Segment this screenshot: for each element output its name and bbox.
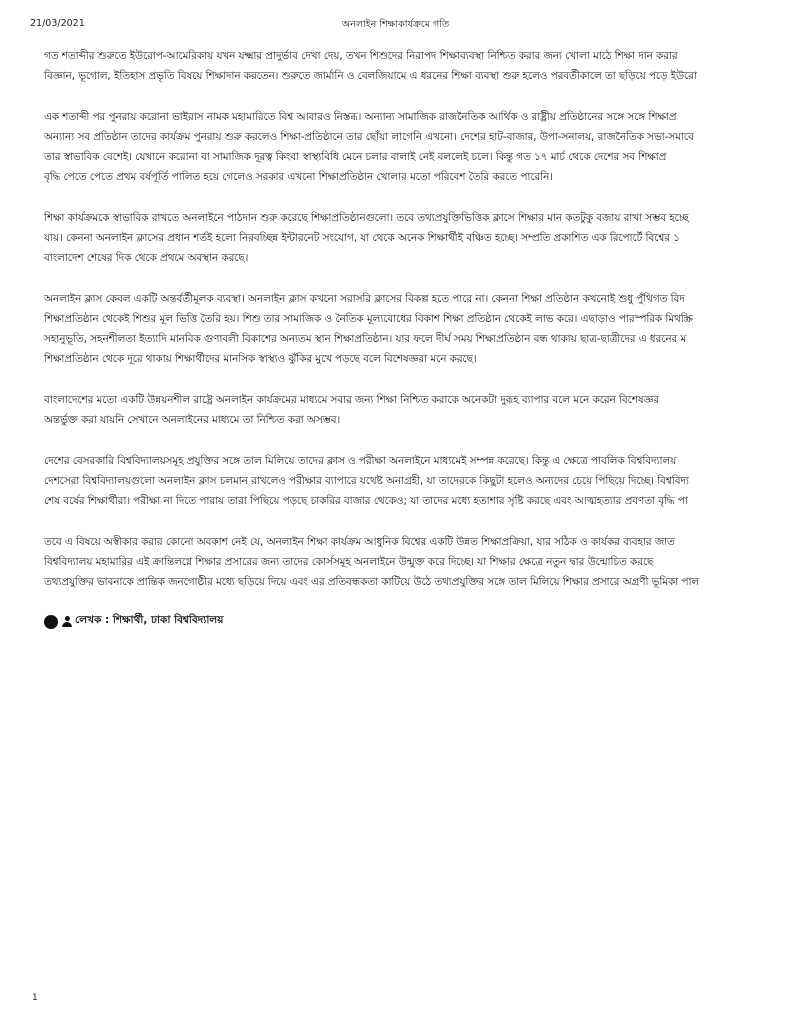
text-line: তার স্বাভাবিক বেশেই। যেখানে করোনা বা সামাজিক দূরত্ব কিংবা স্বাস্থ্যবিধি মেনে চলার বালাই নেই বললেই চলে। কিন্তু গত ১৭ মার্চ থেকে দেশের সব শিক্ষাপ্র xyxy=(44,151,667,163)
page-title: অনলাইন শিক্ষাকার্যক্রমে গতি xyxy=(341,19,450,30)
text-line: অন্যান্য সব প্রতিষ্ঠান তাদের কার্যক্রম পুনরায় শুরু করলেও শিক্ষা-প্রতিষ্ঠানে তার ছোঁয়া লাগেনি এখনো। দেশের হাট-বাজার, উপা-সনালয়, রাজনৈতিক সভা-সমাবে xyxy=(44,131,694,143)
author-byline xyxy=(44,613,791,630)
page-number: 1 xyxy=(32,993,38,1003)
author-label: লেখক : শিক্ষার্থী, ঢাকা বিশ্ববিদ্যালয় xyxy=(75,614,224,626)
text-line: বিশ্ববিদ্যালয় মহামারির এই ক্রান্তিলগ্নে শিক্ষার প্রসারের জন্য তাদের কোর্সসমূহ অনলাইনে উন্মুক্ত করে দিচ্ছে। যা শিক্ষার ক্ষেত্রে নতুন দ্বার উন্মোচিত করছে xyxy=(44,556,654,568)
article-body xyxy=(44,46,791,630)
text-line: দেশসেরা বিশ্ববিদ্যালয়গুলো অনলাইন ক্লাস চলমান রাখলেও পরীক্ষার ব্যাপারে যথেষ্ট অনাগ্রহী, যা তাদেরকে কিছুটা হলেও অন্যদের চেয়ে পিছিয়ে দিচ্ছে। বিশ্ববিদ্য xyxy=(44,475,689,487)
text-line: তবে এ বিষয়ে অস্বীকার করার কোনো অবকাশ নেই যে, অনলাইন শিক্ষা কার্যক্রম আধুনিক বিশ্বের একটি উন্নত শিক্ষাপ্রক্রিয়া, যার সঠিক ও কার্যকর ব্যবহার জাত xyxy=(44,536,675,548)
paragraph xyxy=(44,532,791,592)
text-line: শিক্ষাপ্রতিষ্ঠান থেকে দূরে থাকায় শিক্ষার্থীদের মানসিক স্বাস্থ্যও ঝুঁকির মুখে পড়ছে বলে বিশেষজ্ঞরা মনে করছে। xyxy=(44,353,477,365)
person-icon xyxy=(62,616,72,627)
text-line: দেশের বেসরকারি বিশ্ববিদ্যালয়সমূহ প্রযুক্তির সঙ্গে তাল মিলিয়ে তাদের ক্লাস ও পরীক্ষা অনলাইনে মাধ্যমেই সম্পন্ন করেছে। কিন্তু এ ক্ষেত্রে পাবলিক বিশ্ববিদ্যালয় xyxy=(44,455,677,467)
print-date: 21/03/2021 xyxy=(30,18,85,29)
text-line: বাংলাদেশ শেষের দিক থেকে প্রথমে অবস্থান করছে। xyxy=(44,252,249,264)
text-line: সহানুভূতি, সহনশীলতা ইত্যাদি মানবিক গুণাবলী বিকাশের অন্যতম স্থান শিক্ষাপ্রতিষ্ঠান। যার ফলে দীর্ঘ সময় শিক্ষাপ্রতিষ্ঠান বন্ধ থাকায় ছাত্র-ছাত্রীদের এ ধরনের ম xyxy=(44,333,687,345)
text-line: বৃদ্ধি পেতে পেতে প্রথম বর্ষপূর্তি পালিত হয়ে গেলেও সরকার এখনো শিক্ষাপ্রতিষ্ঠান খোলার মতো পরিবেশ তৈরি করতে পারেনি। xyxy=(44,171,553,183)
text-line: শিক্ষা কার্যক্রমকে স্বাভাবিক রাখতে অনলাইনে পাঠদান শুরু করেছে শিক্ষাপ্রতিষ্ঠানগুলো। তবে তথ্যপ্রযুক্তিভিত্তিক ক্লাসে শিক্ষার মান কতটুকু বজায় রাখা সম্ভব হচ্ছে xyxy=(44,212,689,224)
bullet-icon xyxy=(44,615,58,629)
paragraph xyxy=(44,107,791,187)
text-line: তথ্যপ্রযুক্তির ভাবনাকে প্রান্তিক জনগোষ্ঠীর মধ্যে ছড়িয়ে দিয়ে এবং এর প্রতিবন্ধকতা কাটিয়ে উঠে তথ্যপ্রযুক্তির সঙ্গে তাল মিলিয়ে শিক্ষার প্রসারে অগ্রণী ভূমিকা পাল xyxy=(44,576,700,588)
text-line: গত শতাব্দীর শুরুতে ইউরোপ-আমেরিকায় যখন যক্ষ্মার প্রাদুর্ভাব দেখা দেয়, তখন শিশুদের নিরাপদ শিক্ষাব্যবস্থা নিশ্চিত করার জন্য খোলা মাঠে শিক্ষা দান করার xyxy=(44,50,678,62)
paragraph xyxy=(44,390,791,430)
text-line: অন্তর্ভুক্ত করা যায়নি সেখানে অনলাইনের মাধ্যমে তা নিশ্চিত করা অসম্ভব। xyxy=(44,414,341,426)
paragraph xyxy=(44,46,791,86)
print-header xyxy=(0,18,791,34)
text-line: শেষ বর্ষের শিক্ষার্থীরা। পরীক্ষা না দিতে পারায় তারা পিছিয়ে পড়ছে চাকরির বাজার থেকেও; যা তাদের মধ্যে হতাশার সৃষ্টি করছে এবং আত্মহত্যার প্রবণতা বৃদ্ধি পা xyxy=(44,495,688,507)
text-line: বাংলাদেশের মতো একটি উন্নয়নশীল রাষ্ট্রে অনলাইন কার্যক্রমের মাধ্যমে সবার জন্য শিক্ষা নিশ্চিত করাকে অনেকটা দুরূহ ব্যাপার বলে মনে করেন বিশেষজ্ঞর xyxy=(44,394,660,406)
text-line: শিক্ষাপ্রতিষ্ঠান থেকেই শিশুর মূল ভিত্তি তৈরি হয়। শিশু তার সামাজিক ও নৈতিক মূল্যবোধের বিকাশ শিক্ষা প্রতিষ্ঠান থেকেই লাভ করে। এছাড়াও পারস্পরিক মিথস্ক্রি xyxy=(44,313,693,325)
paragraph xyxy=(44,289,791,369)
text-line: অনলাইন ক্লাস কেবল একটি অন্তর্বর্তীমূলক ব্যবস্থা। অনলাইন ক্লাস কখনো সরাসরি ক্লাসের বিকল্প হতে পারে না। কেননা শিক্ষা প্রতিষ্ঠান কখনোই শুধু পুঁথিগত বিদ xyxy=(44,293,685,305)
text-line: যায়। কেননা অনলাইন ক্লাসের প্রধান শর্তই হলো নিরবচ্ছিন্ন ইন্টারনেট সংযোগ, যা থেকে অনেক শিক্ষার্থীই বঞ্চিত হচ্ছে। সম্প্রতি প্রকাশিত এক রিপোর্টে বিশ্বের ১ xyxy=(44,232,680,244)
text-line: এক শতাব্দী পর পুনরায় করোনা ভাইরাস নামক মহামারিতে বিশ্ব আবারও নিস্তব্ধ। অন্যান্য সামাজিক রাজনৈতিক আর্থিক ও রাষ্ট্রীয় প্রতিষ্ঠানের সঙ্গে সঙ্গে শিক্ষাপ্র xyxy=(44,111,677,123)
paragraph xyxy=(44,451,791,511)
text-line: বিজ্ঞান, ভূগোল, ইতিহাস প্রভৃতি বিষয়ে শিক্ষাদান করতেন। শুরুতে জার্মানি ও বেলজিয়ামে এ ধরনের শিক্ষা ব্যবস্থা শুরু হলেও পরবর্তীকালে তা ছড়িয়ে পড়ে ইউরো xyxy=(44,70,697,82)
paragraph xyxy=(44,208,791,268)
